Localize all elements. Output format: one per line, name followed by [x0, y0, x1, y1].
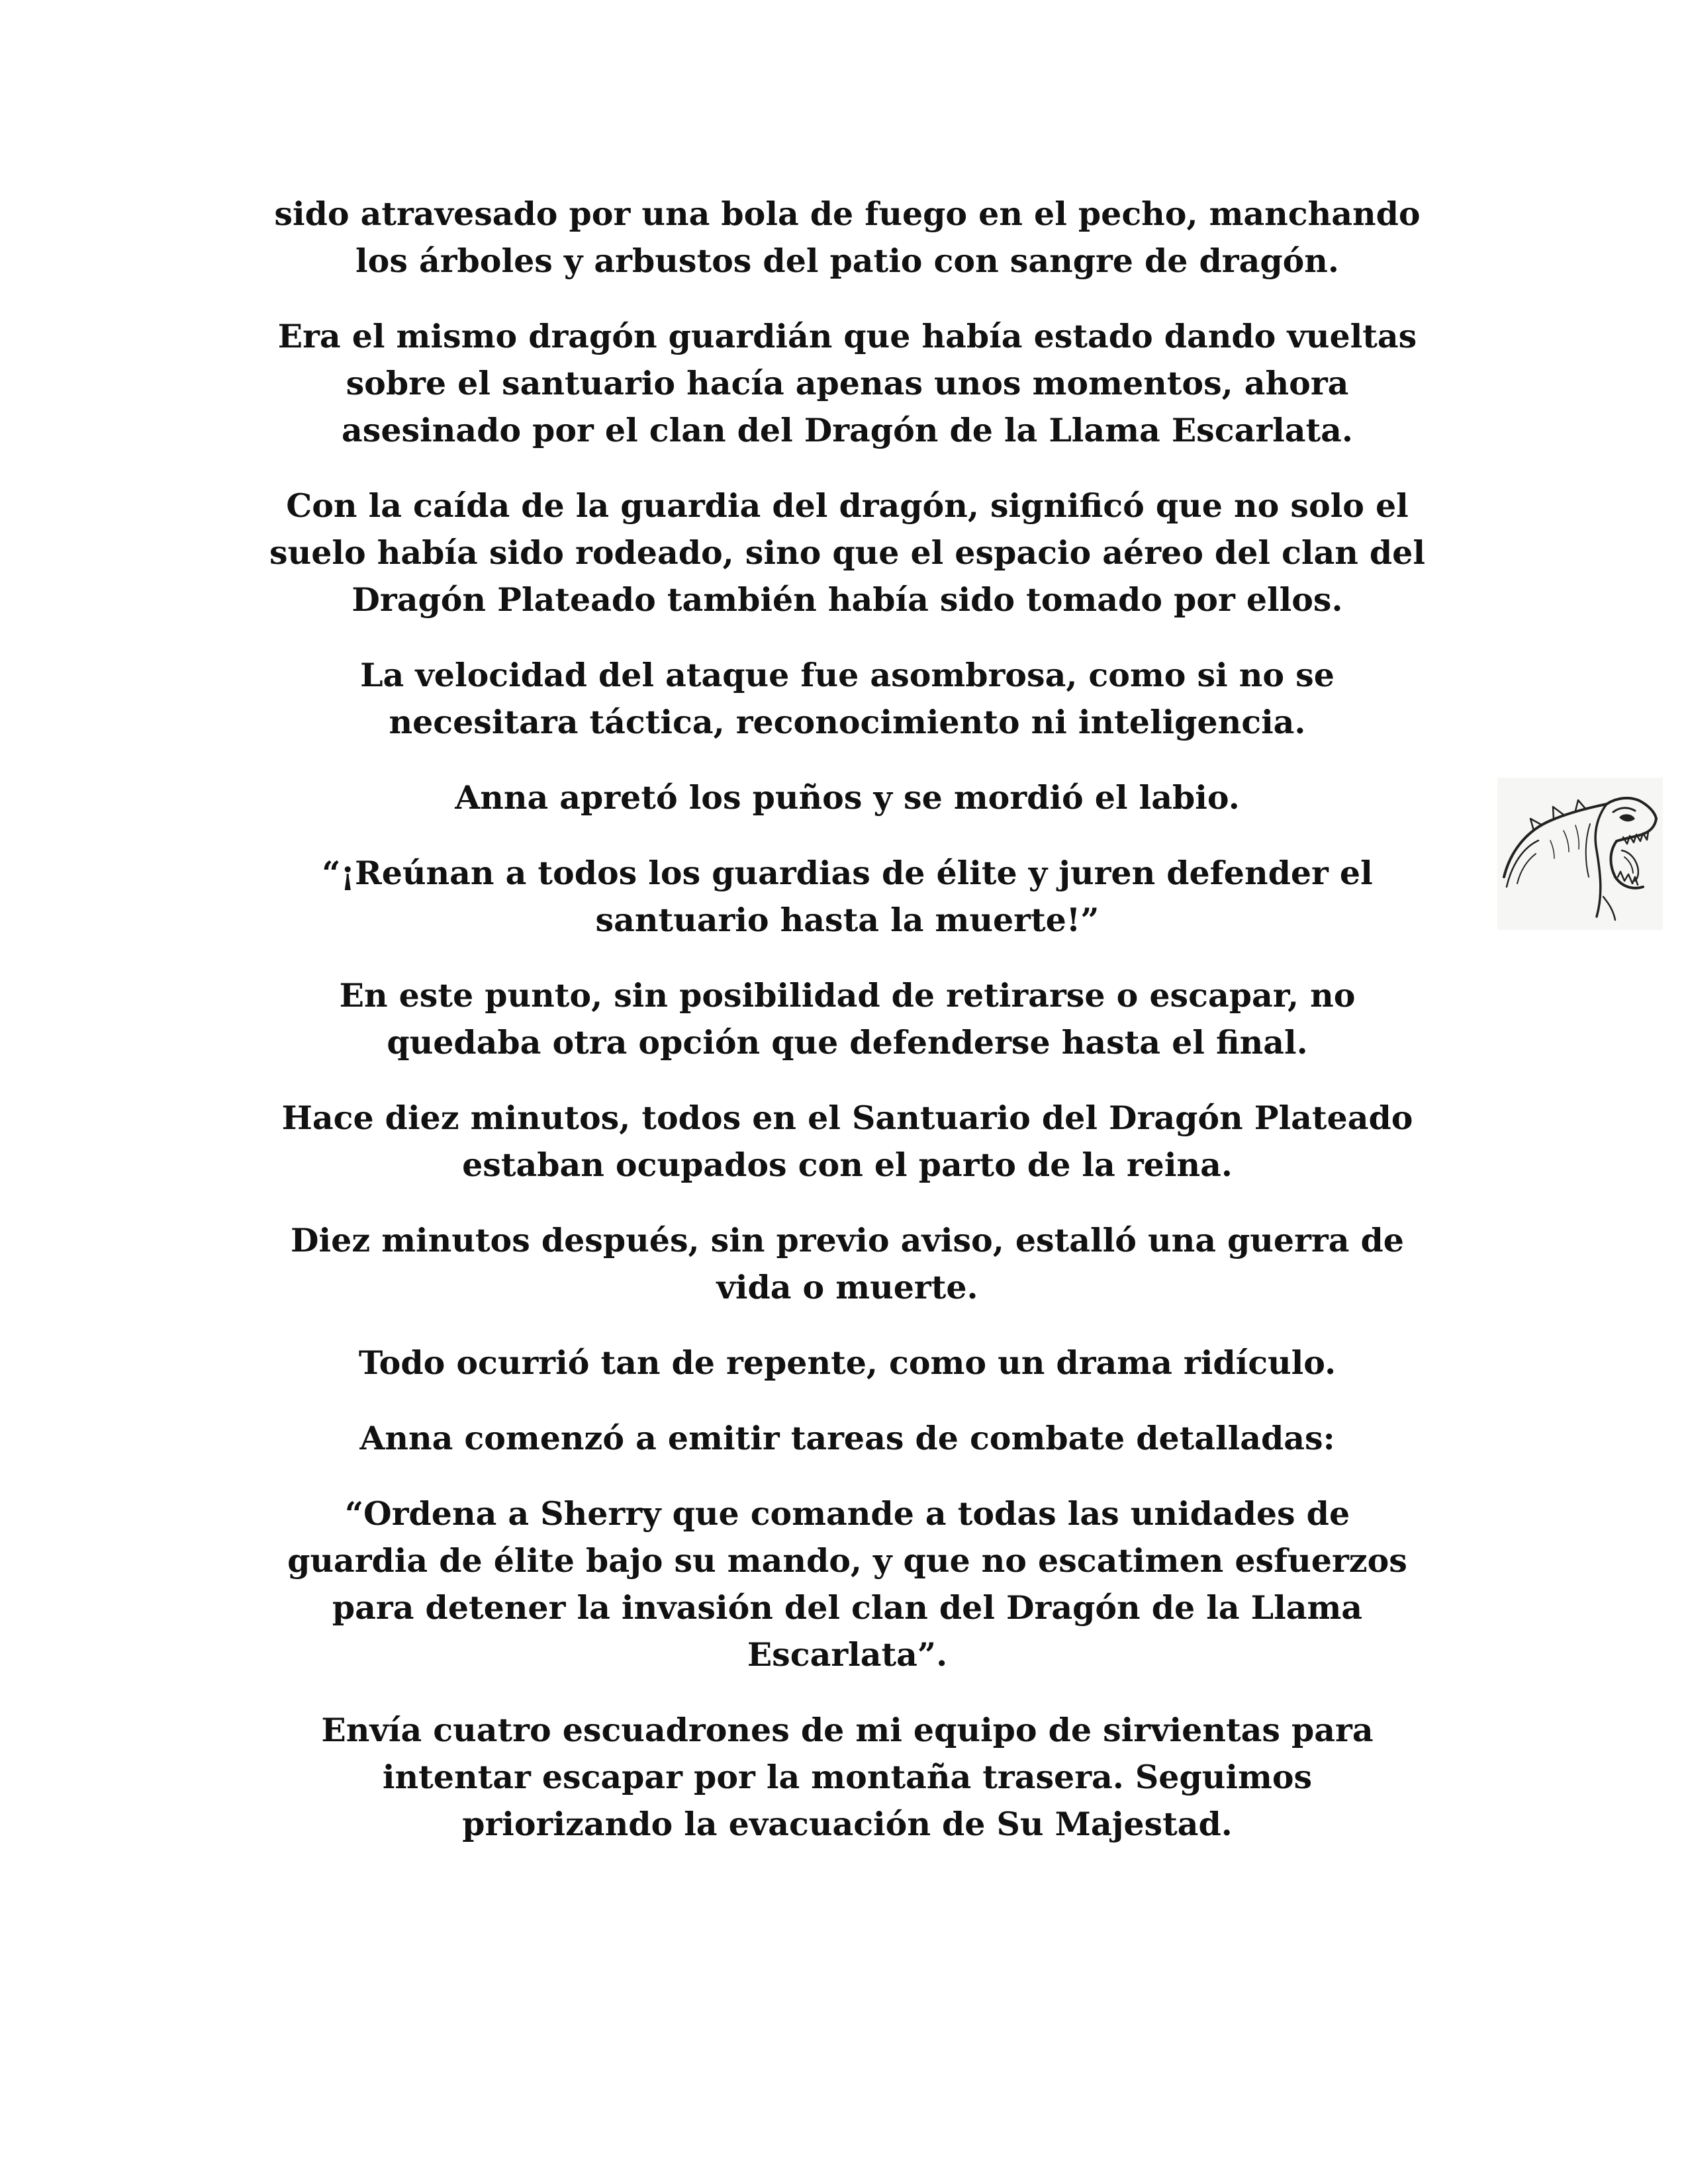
paragraph-4 [218, 652, 1476, 746]
text-line: estaban ocupados con el parto de la reina. [462, 1146, 1233, 1184]
story-text [218, 191, 1476, 1876]
text-line: asesinado por el clan del Dragón de la Llama Escarlata. [342, 411, 1353, 449]
paragraph-9 [218, 1217, 1476, 1311]
text-line: guardia de élite bajo su mando, y que no escatimen esfuerzos [287, 1541, 1407, 1580]
text-line: Todo ocurrió tan de repente, como un drama ridículo. [358, 1343, 1336, 1382]
paragraph-1 [218, 191, 1476, 285]
paragraph-12 [218, 1490, 1476, 1678]
text-line: sido atravesado por una bola de fuego en el pecho, manchando [274, 195, 1421, 233]
text-line: Era el mismo dragón guardián que había estado dando vueltas [277, 317, 1417, 355]
text-line: Diez minutos después, sin previo aviso, estalló una guerra de [291, 1221, 1404, 1259]
text-line: necesitara táctica, reconocimiento ni inteligencia. [389, 703, 1306, 741]
text-line: santuario hasta la muerte!” [595, 901, 1100, 939]
paragraph-10 [218, 1340, 1476, 1387]
text-line: sobre el santuario hacía apenas unos momentos, ahora [346, 364, 1349, 402]
text-line: Anna comenzó a emitir tareas de combate detalladas: [359, 1419, 1335, 1457]
text-line: priorizando la evacuación de Su Majestad. [462, 1805, 1233, 1843]
text-line: En este punto, sin posibilidad de retirarse o escapar, no [339, 976, 1356, 1015]
text-line: Con la caída de la guardia del dragón, significó que no solo el [286, 486, 1409, 525]
paragraph-3 [218, 482, 1476, 623]
text-line: Dragón Plateado también había sido tomado por ellos. [352, 580, 1343, 619]
paragraph-7 [218, 972, 1476, 1066]
paragraph-13 [218, 1707, 1476, 1848]
text-line: intentar escapar por la montaña trasera. Seguimos [382, 1758, 1313, 1796]
text-line: quedaba otra opción que defenderse hasta el final. [387, 1023, 1308, 1062]
text-line: los árboles y arbustos del patio con sangre de dragón. [355, 242, 1339, 280]
dragon-head-sketch-icon [1497, 778, 1663, 930]
paragraph-11 [218, 1415, 1476, 1462]
text-line: Hace diez minutos, todos en el Santuario del Dragón Plateado [281, 1099, 1413, 1137]
text-line: “¡Reúnan a todos los guardias de élite y juren defender el [322, 854, 1373, 892]
paragraph-2 [218, 313, 1476, 454]
paragraph-6 [218, 850, 1476, 944]
text-line: La velocidad del ataque fue asombrosa, como si no se [360, 656, 1335, 694]
paragraph-8 [218, 1095, 1476, 1189]
text-line: Anna apretó los puños y se mordió el labio. [455, 778, 1240, 817]
text-line: para detener la invasión del clan del Dragón de la Llama [332, 1588, 1363, 1627]
paragraph-5 [218, 774, 1476, 821]
text-line: vida o muerte. [716, 1268, 978, 1306]
text-line: Escarlata”. [747, 1635, 948, 1674]
text-line: suelo había sido rodeado, sino que el espacio aéreo del clan del [269, 533, 1425, 572]
text-line: Envía cuatro escuadrones de mi equipo de sirvientas para [321, 1711, 1374, 1749]
text-line: “Ordena a Sherry que comande a todas las unidades de [344, 1494, 1350, 1533]
